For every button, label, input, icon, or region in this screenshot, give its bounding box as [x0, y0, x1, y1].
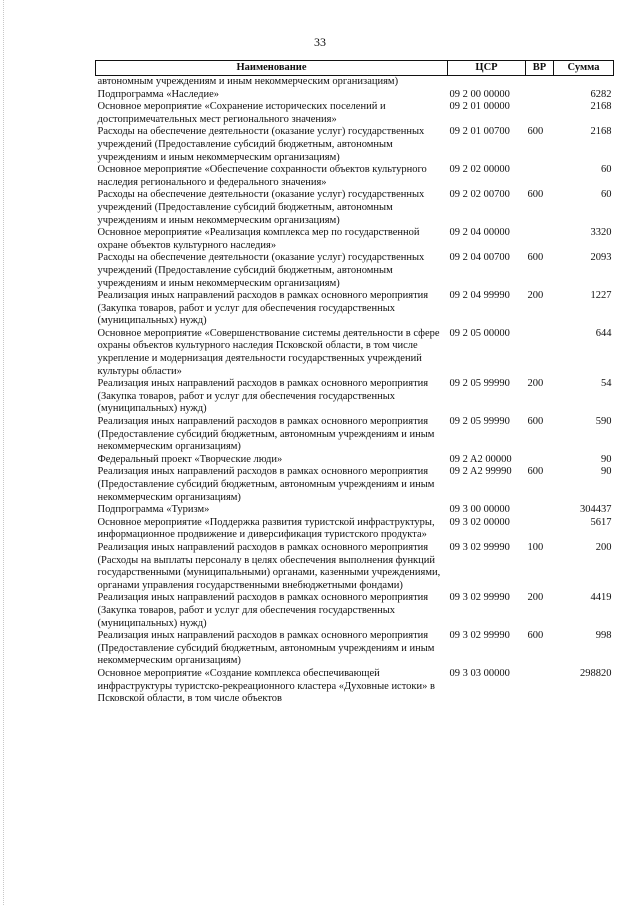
table-row [96, 189, 614, 227]
row-sum: 60 [601, 164, 612, 176]
row-sum: 200 [595, 541, 612, 553]
row-vr [526, 164, 554, 189]
row-sum: 298820 [580, 667, 612, 679]
row-name: Реализация иных направлений расходов в рамках основного мероприятия (Расходы на выплаты персоналу в целях обеспечения выполнения функций государственными (муниципальными) органами, казенными учреждениями, органами управления государственными внебюджетными фондами) [97, 541, 441, 591]
row-vr: 200 [527, 378, 544, 390]
table-row [96, 252, 614, 290]
row-vr [526, 76, 554, 89]
table-row [96, 416, 614, 454]
row-name: Основное мероприятие «Обеспечение сохранности объектов культурного наследия регионального и федерального значения» [97, 164, 427, 188]
row-csr [448, 76, 526, 89]
row-vr [526, 328, 554, 378]
row-csr: 09 3 02 99990 [449, 541, 510, 553]
row-name: Реализация иных направлений расходов в рамках основного мероприятия (Предоставление субсидий бюджетным, автономным учреждениям и иным некоммерческим организациям) [97, 630, 435, 667]
table-row [96, 76, 614, 89]
row-name: Реализация иных направлений расходов в рамках основного мероприятия (Предоставление субсидий бюджетным, автономным учреждениям и иным некоммерческим организациям) [97, 466, 435, 503]
header-vr: ВР [526, 61, 554, 76]
row-name: Подпрограмма «Туризм» [97, 504, 210, 516]
row-vr: 100 [527, 541, 544, 553]
row-name: Основное мероприятие «Реализация комплекса мер по государственной охране объектов культурного наследия» [97, 227, 420, 251]
row-name: Основное мероприятие «Совершенствование системы деятельности в сфере охраны объектов культурного наследия Псковской области, в том числе укрепление и модернизация деятельности государственных учреждений культуры области» [97, 327, 440, 377]
row-csr: 09 2 01 00000 [449, 101, 510, 113]
row-vr: 200 [527, 592, 544, 604]
row-csr: 09 2 05 99990 [449, 378, 510, 390]
row-name: Федеральный проект «Творческие люди» [97, 453, 283, 465]
row-sum [554, 76, 614, 89]
row-name: Реализация иных направлений расходов в рамках основного мероприятия (Закупка товаров, работ и услуг для обеспечения государственных (муниципальных) нужд) [97, 592, 429, 629]
table-row [96, 668, 614, 706]
row-sum: 90 [601, 466, 612, 478]
table-row [96, 164, 614, 189]
table-row [96, 328, 614, 378]
header-sum: Сумма [554, 61, 614, 76]
row-csr: 09 2 A2 99990 [449, 466, 512, 478]
row-sum: 2168 [590, 126, 612, 138]
row-sum: 644 [595, 327, 612, 339]
table-row [96, 101, 614, 126]
table-body [96, 76, 614, 706]
row-name: автономным учреждениям и иным некоммерческим организациям) [97, 76, 399, 87]
row-name: Реализация иных направлений расходов в рамках основного мероприятия (Предоставление субсидий бюджетным, автономным учреждениям и иным некоммерческим организациям) [97, 416, 435, 453]
row-vr: 600 [527, 416, 544, 428]
table-row [96, 504, 614, 517]
page-number: 33 [314, 35, 326, 49]
row-vr: 600 [527, 252, 544, 264]
table-row [96, 517, 614, 542]
row-sum: 2093 [590, 252, 612, 264]
table-row [96, 454, 614, 467]
row-csr: 09 3 02 99990 [449, 592, 510, 604]
table-row [96, 630, 614, 668]
row-sum: 90 [601, 453, 612, 465]
table-row [96, 290, 614, 328]
row-name: Расходы на обеспечение деятельности (оказание услуг) государственных учреждений (Предоставление субсидий бюджетным, автономным учреждениям и иным некоммерческим организациям) [97, 126, 425, 163]
row-vr: 600 [527, 126, 544, 138]
row-sum: 4419 [590, 592, 612, 604]
row-csr: 09 3 00 00000 [449, 504, 510, 516]
row-name: Основное мероприятие «Сохранение исторических поселений и достопримечательных мест регионального значения» [97, 101, 386, 125]
row-name: Основное мероприятие «Создание комплекса обеспечивающей инфраструктуры туристско-рекреационного кластера «Духовные истоки» в Псковской области, в том числе объектов [97, 667, 435, 705]
row-vr [526, 101, 554, 126]
row-csr: 09 2 05 99990 [449, 416, 510, 428]
row-sum: 54 [601, 378, 612, 390]
row-vr [526, 668, 554, 706]
row-vr: 600 [527, 630, 544, 642]
row-vr [526, 227, 554, 252]
row-csr: 09 2 04 00700 [449, 252, 510, 264]
row-sum: 60 [601, 189, 612, 201]
row-vr [526, 89, 554, 102]
row-csr: 09 2 02 00000 [449, 164, 510, 176]
row-vr: 600 [527, 189, 544, 201]
table-header [96, 61, 614, 76]
row-csr: 09 3 02 99990 [449, 630, 510, 642]
row-name: Расходы на обеспечение деятельности (оказание услуг) государственных учреждений (Предоставление субсидий бюджетным, автономным учреждениям и иным некоммерческим организациям) [97, 252, 425, 289]
row-vr [526, 454, 554, 467]
row-csr: 09 3 03 00000 [449, 667, 510, 679]
table-row [96, 592, 614, 630]
scan-edge [0, 0, 4, 905]
table-row [96, 466, 614, 504]
table-row [96, 126, 614, 164]
row-sum: 998 [595, 630, 612, 642]
row-csr: 09 2 A2 00000 [449, 453, 512, 465]
row-name: Основное мероприятие «Поддержка развития туристской инфраструктуры, информационное продвижение и диверсификация туристского продукта» [97, 516, 435, 541]
row-csr: 09 2 01 00700 [449, 126, 510, 138]
row-csr: 09 2 05 00000 [449, 327, 510, 339]
row-vr: 600 [527, 466, 544, 478]
table-row [96, 227, 614, 252]
row-csr: 09 3 02 00000 [449, 516, 510, 528]
row-vr: 200 [527, 290, 544, 302]
budget-table [95, 60, 614, 706]
row-sum: 1227 [590, 290, 612, 302]
row-name: Реализация иных направлений расходов в рамках основного мероприятия (Закупка товаров, работ и услуг для обеспечения государственных (муниципальных) нужд) [97, 378, 429, 415]
table-row [96, 89, 614, 102]
row-sum: 590 [595, 416, 612, 428]
table-row [96, 542, 614, 592]
row-name: Подпрограмма «Наследие» [97, 88, 219, 100]
row-csr: 09 2 04 99990 [449, 290, 510, 302]
row-csr: 09 2 04 00000 [449, 227, 510, 239]
row-sum: 304437 [580, 504, 612, 516]
row-sum: 2168 [590, 101, 612, 113]
row-name: Расходы на обеспечение деятельности (оказание услуг) государственных учреждений (Предоставление субсидий бюджетным, автономным учреждениям и иным некоммерческим организациям) [97, 189, 425, 226]
row-sum: 3320 [590, 227, 612, 239]
row-csr: 09 2 02 00700 [449, 189, 510, 201]
row-name: Реализация иных направлений расходов в рамках основного мероприятия (Закупка товаров, работ и услуг для обеспечения государственных (муниципальных) нужд) [97, 290, 429, 327]
header-csr: ЦСР [448, 61, 526, 76]
row-vr [526, 517, 554, 542]
row-csr: 09 2 00 00000 [449, 88, 510, 100]
row-sum: 6282 [590, 88, 612, 100]
table-row [96, 378, 614, 416]
row-sum: 5617 [590, 516, 612, 528]
header-name: Наименование [96, 61, 448, 76]
row-vr [526, 504, 554, 517]
